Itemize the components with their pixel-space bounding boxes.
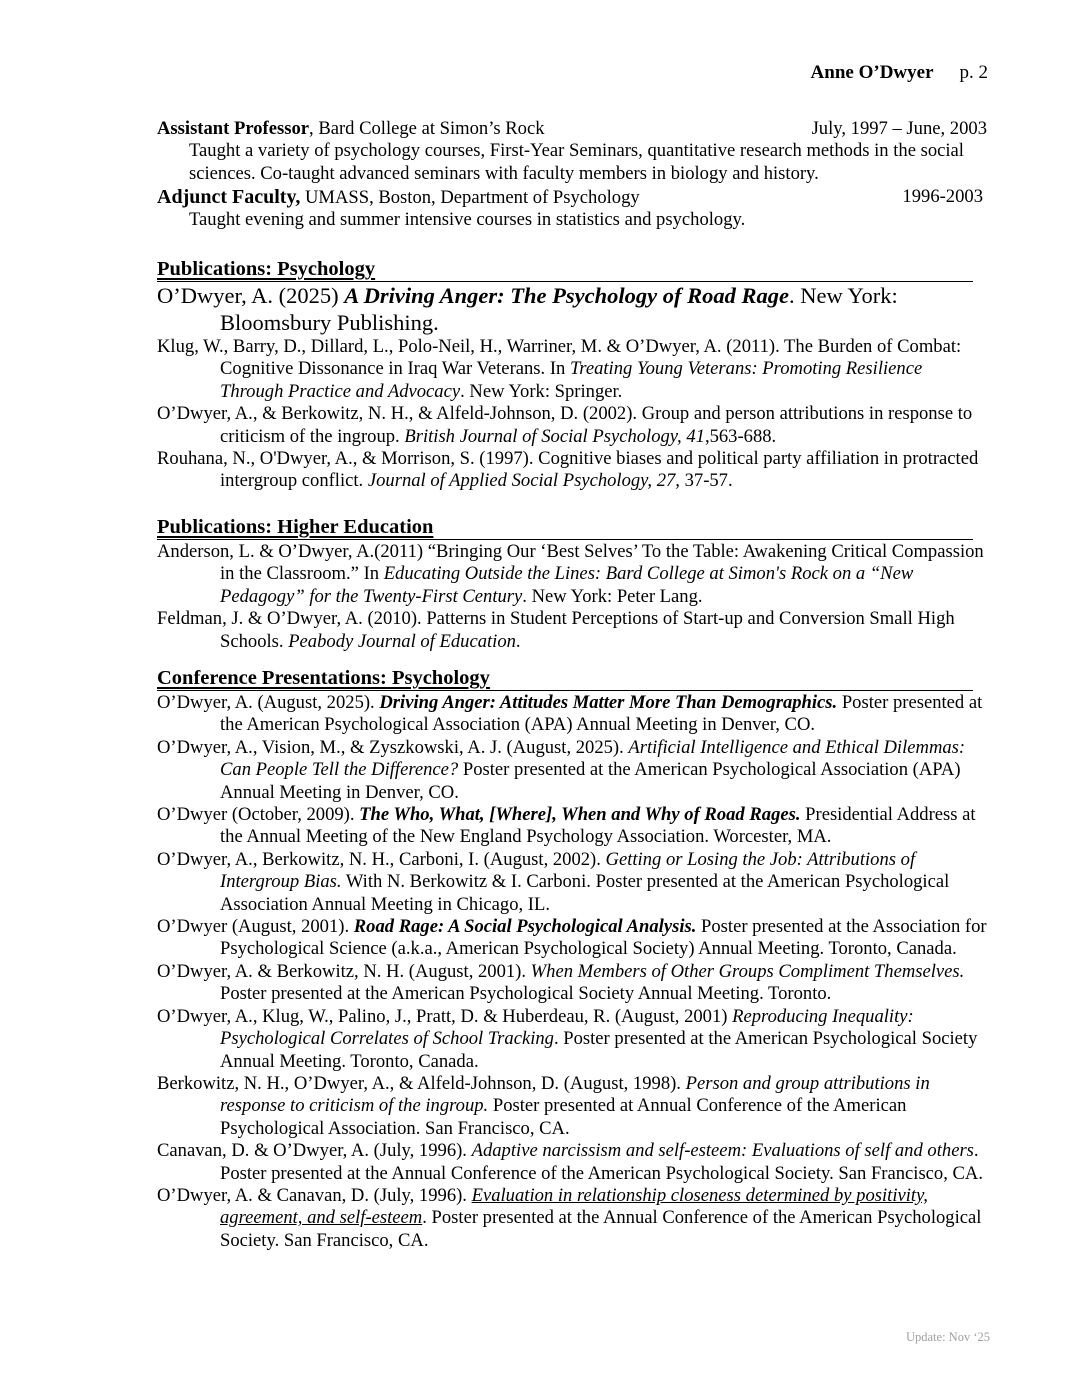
presentation-entry: O’Dwyer (October, 2009). The Who, What, [Where], When and Why of Road Rages. Presidential Address at the Annual Meeting of the New England Psychology Association. Worcester, MA. bbox=[157, 804, 976, 848]
presentation-entry: Berkowitz, N. H., O’Dwyer, A., & Alfeld-Johnson, D. (August, 1998). Person and group attributions in response to criticism of the ingroup. Poster presented at Annual Conference of the American Psychological Association. San Francisco, CA. bbox=[157, 1072, 930, 1139]
presentation-entry: O’Dwyer, A., Berkowitz, N. H., Carboni, I. (August, 2002). Getting or Losing the Job: Attributions of Intergroup Bias. With N. Berkowitz & I. Carboni. Poster presented at the American Psychological Association Annual Meeting in Chicago, IL. bbox=[157, 848, 950, 915]
publication-entry: O’Dwyer, A. (2025) A Driving Anger: The Psychology of Road Rage. New York: Bloomsbury Publishing. bbox=[157, 283, 898, 335]
job-entry bbox=[157, 186, 987, 232]
presentation-entry: O’Dwyer, A. (August, 2025). Driving Anger: Attitudes Matter More Than Demographics. Poster presented at the American Psychological Association (APA) Annual Meeting in Denver, CO. bbox=[157, 692, 983, 736]
presentation-entry: O’Dwyer (August, 2001). Road Rage: A Social Psychological Analysis. Poster presented at the Association for Psychological Science (a.k.a., American Psychological Society) Annual Meeting. Toronto, Canada. bbox=[157, 916, 987, 960]
author-name: Anne O’Dwyer bbox=[810, 62, 934, 83]
job-dates: 1996-2003 bbox=[902, 186, 983, 207]
presentation-entry: O’Dwyer, A., Vision, M., & Zyszkowski, A. J. (August, 2025). Artificial Intelligence and Ethical Dilemmas: Can People Tell the Difference? Poster presented at the American Psychological Association (APA) Annual Meeting in Denver, CO. bbox=[157, 736, 966, 803]
publication-entry: Klug, W., Barry, D., Dillard, L., Polo-Neil, H., Warriner, M. & O’Dwyer, A. (2011). The Burden of Combat: Cognitive Dissonance in Iraq War Veterans. In Treating Young Veterans: Promoting Resilience Through Practice and Advocacy. New York: Springer. bbox=[157, 336, 962, 402]
publications-psychology-list bbox=[157, 283, 989, 493]
job-entry bbox=[157, 118, 987, 185]
section-title-conference-presentations: Conference Presentations: Psychology bbox=[157, 666, 973, 691]
page-number: p. 2 bbox=[959, 62, 988, 83]
job-description: Taught evening and summer intensive courses in statistics and psychology. bbox=[189, 209, 746, 231]
conference-presentations-list bbox=[157, 692, 989, 1252]
job-title: Adjunct Faculty, bbox=[157, 186, 301, 208]
job-org: , Bard College at Simon’s Rock bbox=[309, 118, 545, 139]
job-description: Taught a variety of psychology courses, First-Year Seminars, quantitative research methods in the social sciences. Co-taught advanced seminars with faculty members in biology and history. bbox=[189, 140, 964, 184]
publication-entry: O’Dwyer, A., & Berkowitz, N. H., & Alfeld-Johnson, D. (2002). Group and person attributions in response to criticism of the ingroup. British Journal of Social Psychology, 41,563-688. bbox=[157, 403, 973, 447]
presentation-entry: Canavan, D. & O’Dwyer, A. (July, 1996). Adaptive narcissism and self-esteem: Evaluations of self and others. Poster presented at the Annual Conference of the American Psychological Society. San Francisco, CA. bbox=[157, 1140, 984, 1184]
publication-entry: Rouhana, N., O'Dwyer, A., & Morrison, S. (1997). Cognitive biases and political party affiliation in protracted intergroup conflict. Journal of Applied Social Psychology, 27, 37-57. bbox=[157, 448, 979, 492]
update-note: Update: Nov ‘25 bbox=[905, 1330, 990, 1344]
section-title-publications-psychology: Publications: Psychology bbox=[157, 257, 973, 282]
job-org: UMASS, Boston, Department of Psychology bbox=[300, 187, 640, 208]
publication-entry: Anderson, L. & O’Dwyer, A.(2011) “Bringing Our ‘Best Selves’ To the Table: Awakening Critical Compassion in the Classroom.” In Educating Outside the Lines: Bard College at Simon's Rock on a “New Pedagogy” for the Twenty-First Century. New York: Peter Lang. bbox=[157, 541, 984, 607]
page-header bbox=[811, 62, 988, 84]
section-title-publications-higher-education: Publications: Higher Education bbox=[157, 515, 973, 540]
presentation-entry: O’Dwyer, A., Klug, W., Palino, J., Pratt, D. & Huberdeau, R. (August, 2001) Reproducing Inequality: Psychological Correlates of School Tracking. Poster presented at the American Psychological Society Annual Meeting. Toronto, Canada. bbox=[157, 1005, 978, 1072]
publication-entry: Feldman, J. & O’Dwyer, A. (2010). Patterns in Student Perceptions of Start-up and Conversion Small High Schools. Peabody Journal of Education. bbox=[157, 608, 955, 652]
job-title: Assistant Professor bbox=[157, 118, 310, 139]
job-dates: July, 1997 – June, 2003 bbox=[811, 118, 987, 139]
presentation-entry: O’Dwyer, A. & Berkowitz, N. H. (August, 2001). When Members of Other Groups Compliment Themselves. Poster presented at the American Psychological Society Annual Meeting. Toronto. bbox=[157, 960, 965, 1005]
presentation-entry: O’Dwyer, A. & Canavan, D. (July, 1996). Evaluation in relationship closeness determined by positivity, agreement, and self-esteem. Poster presented at the Annual Conference of the American Psychological Society. San Francisco, CA. bbox=[157, 1184, 982, 1251]
publications-higher-education-list bbox=[157, 541, 989, 653]
